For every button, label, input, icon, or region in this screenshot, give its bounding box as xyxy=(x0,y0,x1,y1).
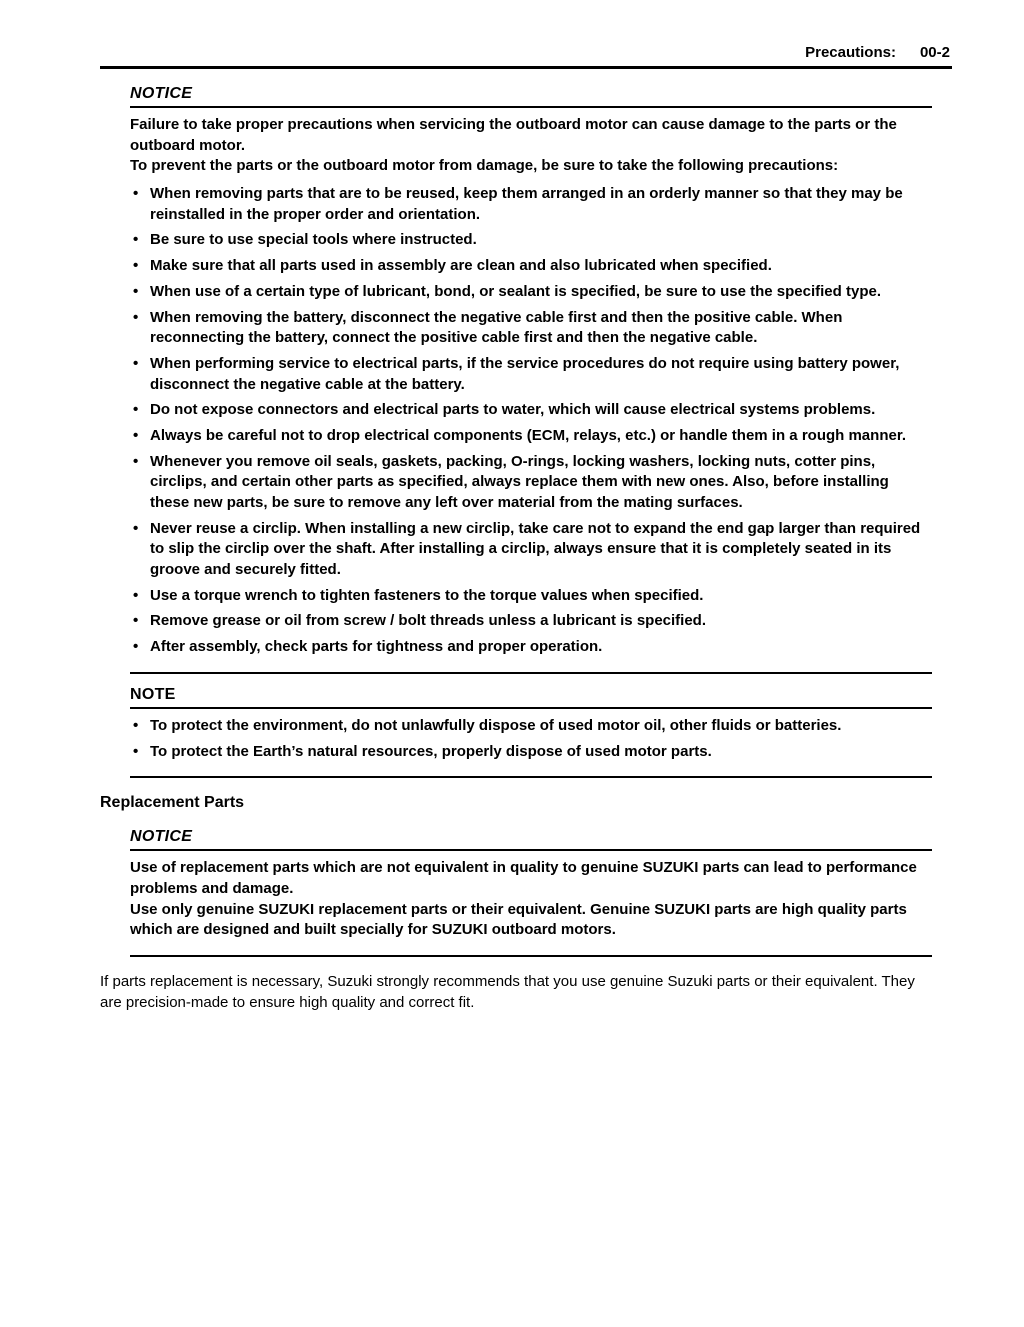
header-rule xyxy=(100,66,952,69)
notice-intro-paragraph-1: Failure to take proper precautions when servicing the outboard motor can cause damage to the parts or the outboard motor. xyxy=(130,116,897,154)
notice-title-rule xyxy=(130,106,932,108)
note-title-rule xyxy=(130,707,932,709)
list-item: • Remove grease or oil from screw / bolt threads unless a lubricant is specified. xyxy=(130,611,932,632)
notice-intro-paragraph-2: To prevent the parts or the outboard motor from damage, be sure to take the following precautions: xyxy=(130,157,839,175)
list-item: • Use a torque wrench to tighten fasteners to the torque values when specified. xyxy=(130,586,932,607)
list-item: • When removing parts that are to be reused, keep them arranged in an orderly manner so that they may be reinstalled in the proper order and orientation. xyxy=(130,184,932,225)
list-item: • To protect the environment, do not unlawfully dispose of used motor oil, other fluids or batteries. xyxy=(130,716,932,737)
precautions-bullet-list xyxy=(130,184,932,658)
notice-title: NOTICE xyxy=(130,828,193,846)
list-item: • Whenever you remove oil seals, gaskets, packing, O-rings, locking washers, locking nuts, cotter pins, circlips, and certain other parts as specified, always replace them with new ones. Also, before installing these new parts, be sure to remove any left over material from the mating surfaces. xyxy=(130,452,932,514)
replacement-parts-notice-section xyxy=(130,828,932,957)
notice-title: NOTICE xyxy=(130,85,193,102)
list-item: • When performing service to electrical parts, if the service procedures do not require using battery power, disconnect the negative cable at the battery. xyxy=(130,354,932,395)
header-section-title: Precautions: xyxy=(805,44,896,61)
list-item: • When use of a certain type of lubricant, bond, or sealant is specified, be sure to use the specified type. xyxy=(130,282,932,303)
note-top-rule xyxy=(130,672,932,674)
note-bottom-rule xyxy=(130,776,932,778)
page-header xyxy=(100,44,952,66)
closing-paragraph: If parts replacement is necessary, Suzuki strongly recommends that you use genuine Suzuki parts or their equivalent. They are precision-made to ensure high quality and correct fit. xyxy=(100,972,915,1011)
header-page-number: 00-2 xyxy=(919,44,950,61)
replacement-parts-heading: Replacement Parts xyxy=(100,794,245,812)
note-bullet-list xyxy=(130,716,932,762)
list-item: • Always be careful not to drop electrical components (ECM, relays, etc.) or handle them in a rough manner. xyxy=(130,426,932,447)
note-title: NOTE xyxy=(130,685,176,703)
replacement-notice-title-rule xyxy=(130,849,932,851)
list-item: • Make sure that all parts used in assembly are clean and also lubricated when specified. xyxy=(130,256,932,277)
list-item: • Be sure to use special tools where instructed. xyxy=(130,230,932,251)
precautions-notice-section xyxy=(130,85,932,778)
list-item: • After assembly, check parts for tightness and proper operation. xyxy=(130,637,932,658)
list-item: • Never reuse a circlip. When installing a new circlip, take care not to expand the end gap larger than required to slip the circlip over the shaft. After installing a circlip, always ensure that it is completely seated in its groove and securely fitted. xyxy=(130,519,932,581)
replacement-bottom-rule xyxy=(130,955,932,957)
replacement-paragraph-2: Use only genuine SUZUKI replacement parts or their equivalent. Genuine SUZUKI parts are high quality parts which are designed and built specially for SUZUKI outboard motors. xyxy=(130,900,907,939)
list-item: • To protect the Earth’s natural resources, properly dispose of used motor parts. xyxy=(130,742,932,763)
replacement-paragraph-1: Use of replacement parts which are not equivalent in quality to genuine SUZUKI parts can lead to performance problems and damage. xyxy=(130,859,917,897)
list-item: • When removing the battery, disconnect the negative cable first and then the positive cable. When reconnecting the battery, connect the positive cable first and then the negative cable. xyxy=(130,308,932,349)
list-item: • Do not expose connectors and electrical parts to water, which will cause electrical systems problems. xyxy=(130,400,932,421)
